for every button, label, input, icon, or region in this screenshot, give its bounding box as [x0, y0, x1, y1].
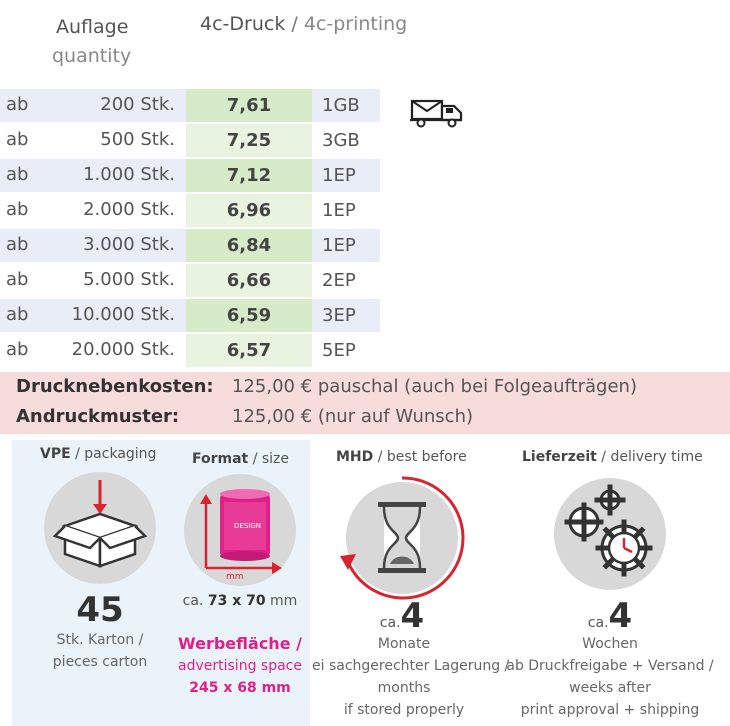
row-price: 6,59: [186, 299, 312, 332]
hourglass-icon: [336, 472, 468, 604]
delivery-number: 4: [608, 596, 633, 636]
side-costs-label: Drucknebenkosten:: [16, 376, 214, 397]
format-sep: /: [248, 451, 262, 467]
mhd-line1: Monate: [377, 636, 431, 652]
table-row: [0, 264, 380, 297]
table-row: [0, 334, 380, 367]
can-icon: [194, 480, 290, 580]
adv-space-de: Werbefläche /: [178, 634, 302, 653]
format-size-prefix: ca.: [182, 593, 208, 609]
vpe-title-de: VPE: [40, 446, 71, 462]
vpe-line1: Stk. Karton /: [56, 632, 144, 648]
row-quantity: 200 Stk.: [100, 94, 175, 115]
side-costs-value: 125,00 € pauschal (auch bei Folgeaufträgen): [232, 376, 637, 397]
row-price: 6,66: [186, 264, 312, 297]
row-prefix: ab: [6, 234, 29, 255]
quantity-header-de: Auflage: [56, 16, 129, 38]
delivery-line4: print approval + shipping: [520, 702, 700, 718]
mhd-ca: ca.: [379, 615, 401, 631]
table-row: [0, 124, 380, 157]
row-price: 7,25: [186, 124, 312, 157]
print-header-de: 4c-Druck: [200, 13, 286, 35]
row-price: 7,61: [186, 89, 312, 122]
delivery-truck-icon: [410, 98, 464, 128]
table-row: [0, 229, 380, 262]
mhd-line4: if stored properly: [343, 702, 465, 718]
format-size: [170, 593, 310, 609]
row-shipping-code: 3GB: [322, 130, 360, 151]
quantity-header-en: quantity: [52, 45, 132, 67]
format-size-unit: mm: [265, 593, 298, 609]
row-price: 7,12: [186, 159, 312, 192]
additional-costs-band: [0, 372, 730, 434]
delivery-title: [522, 449, 703, 465]
delivery-sep: /: [596, 449, 611, 465]
format-size-value: 73 x 70: [207, 593, 266, 609]
table-row: [0, 299, 380, 332]
row-quantity: 5.000 Stk.: [83, 269, 175, 290]
adv-space-en: advertising space: [178, 658, 302, 674]
box-icon: [50, 474, 150, 574]
row-price: 6,84: [186, 229, 312, 262]
delivery-line3: weeks after: [569, 680, 651, 696]
vpe-number: 45: [76, 590, 124, 630]
delivery-line2: ab Druckfreigabe + Versand /: [506, 658, 714, 674]
row-prefix: ab: [6, 164, 29, 185]
row-prefix: ab: [6, 339, 29, 360]
row-shipping-code: 1EP: [322, 200, 356, 221]
mhd-number: 4: [400, 596, 425, 636]
mhd-title-en: best before: [386, 449, 467, 465]
proof-label: Andruckmuster:: [16, 406, 180, 427]
table-row: [0, 194, 380, 227]
mhd-title-de: MHD: [336, 449, 374, 465]
row-quantity: 20.000 Stk.: [71, 339, 175, 360]
row-shipping-code: 1EP: [322, 235, 356, 256]
delivery-line1: Wochen: [582, 636, 638, 652]
row-shipping-code: 3EP: [322, 305, 356, 326]
mhd-line3: months: [377, 680, 431, 696]
row-quantity: 1.000 Stk.: [83, 164, 175, 185]
print-header: [200, 13, 407, 35]
vpe-title-en: packaging: [84, 446, 157, 462]
adv-space-size: 245 x 68 mm: [189, 680, 291, 696]
table-row: [0, 89, 380, 122]
proof-value: 125,00 € (nur auf Wunsch): [232, 406, 474, 427]
row-quantity: 500 Stk.: [100, 129, 175, 150]
row-prefix: ab: [6, 304, 29, 325]
row-prefix: ab: [6, 199, 29, 220]
row-prefix: ab: [6, 269, 29, 290]
gears-clock-icon: [554, 478, 666, 590]
vpe-line2: pieces carton: [52, 654, 148, 670]
format-title: [192, 451, 289, 467]
mhd-amount: [352, 596, 452, 636]
can-design-label: DESIGN: [234, 522, 261, 530]
vpe-title: [40, 446, 156, 462]
format-title-en: size: [261, 451, 290, 467]
row-quantity: 3.000 Stk.: [83, 234, 175, 255]
row-quantity: 2.000 Stk.: [83, 199, 175, 220]
can-mm-label: mm: [226, 572, 244, 580]
vpe-sep: /: [70, 446, 85, 462]
row-shipping-code: 1GB: [322, 95, 360, 116]
delivery-ca: ca.: [587, 615, 609, 631]
mhd-title: [336, 449, 467, 465]
row-shipping-code: 5EP: [322, 340, 356, 361]
mhd-sep: /: [373, 449, 387, 465]
row-prefix: ab: [6, 94, 29, 115]
row-prefix: ab: [6, 129, 29, 150]
mhd-line2: ei sachgerechter Lagerung /: [312, 658, 510, 674]
delivery-amount: [560, 596, 660, 636]
print-header-en: 4c-printing: [303, 13, 408, 35]
table-row: [0, 159, 380, 192]
row-quantity: 10.000 Stk.: [71, 304, 175, 325]
delivery-title-en: delivery time: [610, 449, 703, 465]
format-title-de: Format: [192, 451, 249, 467]
row-price: 6,96: [186, 194, 312, 227]
print-header-sep: /: [285, 13, 304, 35]
row-shipping-code: 2EP: [322, 270, 356, 291]
row-price: 6,57: [186, 334, 312, 367]
delivery-title-de: Lieferzeit: [522, 449, 597, 465]
row-shipping-code: 1EP: [322, 165, 356, 186]
